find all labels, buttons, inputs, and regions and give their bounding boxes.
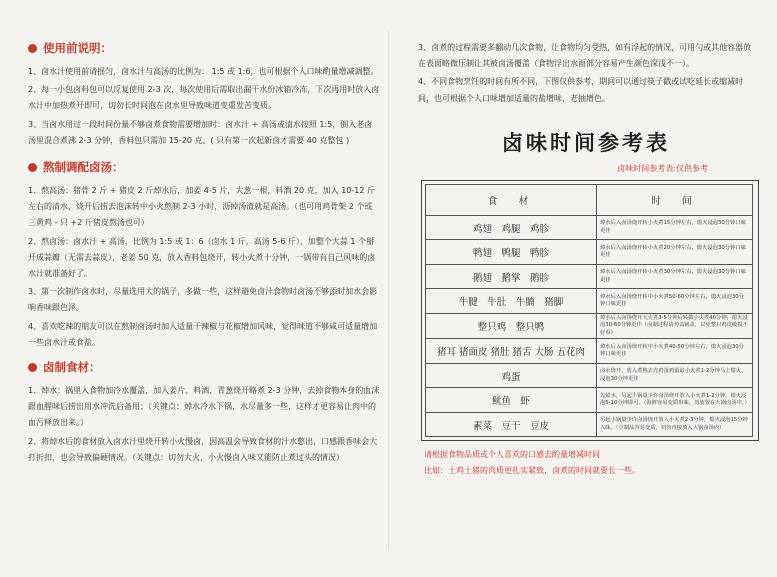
food-cell: 鸭翅 鸭腿 鸭胗: [426, 240, 597, 265]
section-ingredients-title: 卤制食材：: [43, 360, 101, 375]
table-row: [426, 339, 753, 364]
broth-item: 3、第一次制作卤水时，尽量选用大的锅子，多做一些，这样避免卤汁食物时卤汤不够添时加水会影响香味跟色泽。: [28, 287, 378, 313]
broth-item: 1、熬高汤：猪骨 2 斤 + 猪皮 2 斤焯水后，加姜 4-5 片，大葱一根，料酒 20 克，加入 10-12 斤左右的清水，烧开后捞去泡沫转中小火熬制 2-3 小时，沥掉汤渣就是高汤。（也可用鸡骨架 2 个或三黄鸡 - 只 +2 斤猪皮熬汤也可）: [28, 186, 375, 228]
usage-item: 2、每一小包卤料包可以反复使用 2-3 次，每次使用后需取出漏干水份冰箱冷冻，下次再用时放入卤水汁中加热煮开即可，切勿长时间泡在卤水里导致味道变重发苦变质。: [28, 85, 380, 111]
table-title: 卤味时间参考表: [502, 130, 670, 155]
section-broth-header: [28, 159, 380, 175]
table-row: [426, 289, 753, 314]
note-line: 请根据食物品质或个人喜欢的口感去酌量增减时间: [424, 450, 600, 460]
food-cell: 鹅翅 鹅掌 鹅胗: [426, 264, 597, 289]
table-row: [426, 388, 753, 413]
cooking-note-item: 4、不同食物烹饪的时间有所不同，下图仅供参考，期间可以通过筷子戳或试吃延长或缩减时间，也可根据个人口味增加适量的盐增味，老抽增色。: [418, 77, 744, 103]
center-fold-divider: [388, 30, 389, 550]
food-cell: 整只鸡 整只鸭: [426, 313, 597, 339]
time-cell: 焯水后入卤汤烧开转中小火煮40-50分钟左右，熄火浸泡30分钟口味更佳: [597, 339, 753, 364]
table-row: [426, 412, 753, 437]
time-cell: 焯水后入卤汤烧开转小火煮20分钟左右，熄火浸泡30分钟口味更佳: [597, 240, 753, 265]
ingredients-item: 2、将焯水后的食材放入卤水汁里烧开转小火慢卤，因高温会导致食材的汁水憋出，口感跟香味会大打折扣，也会导致偏硬情况。（关键点：切勿大火，小火慢卤入味又能防止煮过头的情况）: [28, 436, 378, 462]
food-cell: 鸡蛋: [426, 363, 597, 388]
cooking-note-item: 3、卤煮的过程需要多翻动几次食物，让食物均匀受热，如有浮起的情况，可用勺或其他容器放在表面略微压制让其被卤汤覆盖（食物浮出水面部分容易产生颜色深浅不一）。: [418, 43, 752, 69]
section-ingredients-header: [28, 359, 380, 375]
time-cell: 焯水后入卤汤烧开大火煮3-5分钟后转微小火煮40分钟，熄火浸泡30-60分钟更佳（卤制过程请勿盖锅盖，以免整只鸡皮破损不好看）: [597, 313, 753, 339]
time-reference-table: [425, 184, 753, 438]
food-cell: 猪耳 猪面皮 猪肚 猪舌 大肠 五花肉: [426, 339, 597, 364]
food-cell: 素菜 豆干 豆皮: [426, 412, 597, 437]
red-dot-icon: [28, 163, 37, 172]
header-food: 食 材: [426, 184, 597, 215]
table-row: [426, 313, 753, 339]
table-row: [426, 264, 753, 289]
red-dot-icon: [28, 363, 37, 372]
broth-item: 2、熬卤汤：卤水汁 + 高汤，比例为 1:5 或 1：6（卤水 1 斤，高汤 5-6 斤），加整个大蒜 1 个掰开成蒜瓣（无需去蒜皮），老姜 50 克，放入香料包烧开，转小火煮十分钟，一锅带有自己风味的卤水汁就准备好了。: [28, 236, 376, 279]
header-time: 时 间: [597, 184, 753, 215]
table-row: [426, 215, 753, 240]
right-column: [418, 40, 754, 479]
red-dot-icon: [28, 44, 37, 53]
time-cell: 先焯水，另起小锅量少许卤汤烧开放入小火煮1-2分钟，熄火浸泡5-10分钟即可。（海鲜容易变质串味，勿放置在大锅卤汤中。）: [597, 388, 753, 413]
time-cell: 卤水烧开，放入煮熟去壳鸡蛋鸡蛋最小火煮1-2分钟马上熄火，浸泡30分钟更佳: [597, 363, 753, 388]
ingredients-item: 1、焯水：锅里入食物加冷水覆盖，加入姜片、料酒、青葱烧开略煮 2-3 分钟，去掉食物本身的血沫跟血腥味后捞出用水冲洗后备用；（关键点：焯水冷水下锅，水尽量多一些，这样才更容易让肉中的血污释放出来。）: [28, 386, 380, 428]
food-cell: 鱿鱼 虾: [426, 388, 597, 413]
food-cell: 鸡翅 鸡腿 鸡胗: [426, 215, 597, 240]
time-cell: 焯水后入卤汤烧开转小火煮30分钟左右，熄火浸泡30分钟口味更佳: [597, 264, 753, 289]
usage-item: 1、卤水汁使用前请摇匀，卤水汁与高汤的比例为： 1:5 或 1:6，也可根据个人口味酌量增减调整。: [28, 67, 379, 76]
table-header-row: [426, 184, 753, 215]
usage-item: 3、当卤水用过一段时间份量不够卤煮食物需要增加时：卤水汁 + 高汤或清水按照 1:5，倒入老卤汤里混合煮沸 2-3 分钟，香料包只需加 15-20 克。( 只有第一次起新卤才需要 40 克整包 ): [28, 119, 373, 145]
time-cell: 另起小锅量少许卤汤烧开放入小火煮2-3分钟，熄火浸泡15分钟入味。（豆制品容易变质，切勿直接放入大锅卤汤内）: [597, 412, 753, 437]
section-usage-title: 使用前说明：: [43, 41, 112, 55]
food-cell: 牛腱 牛肚 牛腩 猪脚: [426, 289, 597, 314]
time-table-frame: [421, 180, 759, 442]
note-line: 比如：土鸡土猪的肉质更扎实紧致，卤煮的时间就要长一些。: [424, 466, 640, 476]
section-usage-header: [28, 40, 380, 56]
left-column: [28, 40, 380, 468]
table-row: [426, 240, 753, 265]
table-row: [426, 363, 753, 388]
adjust-time-note: [418, 447, 754, 479]
time-cell: 焯水后入卤汤烧开转小火煮15分钟左右，熄火浸泡30分钟口味更佳: [597, 215, 753, 240]
broth-item: 4、喜欢吃辣的朋友可以在熬制卤汤时加入适量干辣椒与花椒增加风味，觉得味道不够咸可适量增加一些卤水汁或食盐。: [28, 321, 378, 347]
section-broth-title: 熬制调配卤汤：: [43, 160, 124, 175]
time-cell: 焯水后入卤汤烧开转中小火煮50-60分钟左右，熄火浸泡30分钟口味更佳: [597, 289, 753, 314]
table-subtitle: 卤味时间参考表:仅供参考: [617, 163, 708, 173]
